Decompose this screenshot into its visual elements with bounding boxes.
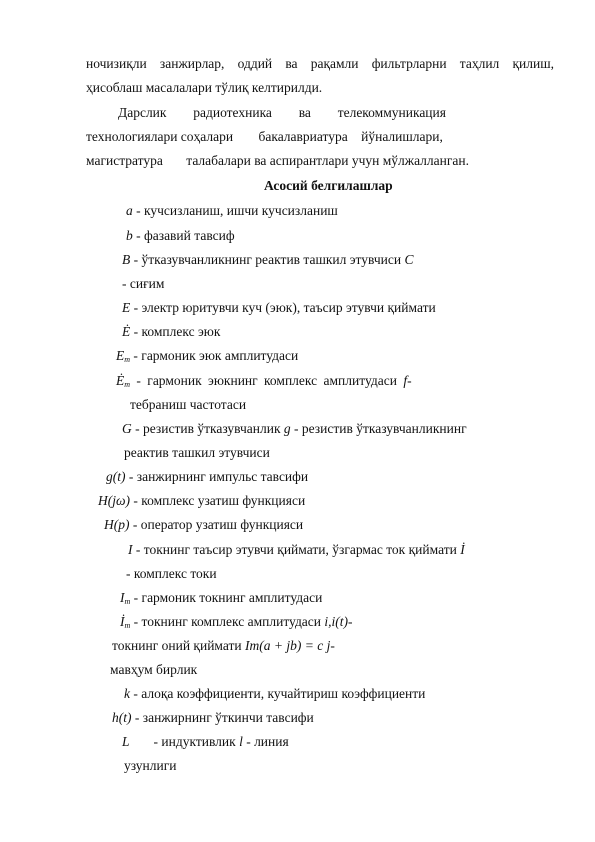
definition: - оператор узатиш функцияси bbox=[129, 517, 304, 532]
notation-b bbox=[126, 228, 235, 244]
definition: - занжирнинг импульс тавсифи bbox=[125, 469, 309, 484]
subscript: m bbox=[124, 380, 131, 389]
symbol: E bbox=[116, 348, 125, 363]
notation-Hp bbox=[104, 517, 303, 533]
definition: - ўтказувчанликнинг реактив ташкил этувчиси bbox=[130, 252, 405, 267]
intro-line-3 bbox=[118, 105, 446, 121]
symbol: g(t) bbox=[106, 469, 126, 484]
symbol: I bbox=[128, 542, 133, 557]
intro-word: қилиш, bbox=[512, 56, 554, 71]
intro-word: телекоммуникация bbox=[337, 105, 446, 120]
notation-Em bbox=[116, 348, 298, 368]
symbol: H(jω) bbox=[98, 493, 131, 508]
notation-Hjw bbox=[98, 493, 305, 509]
notation-l-cont: узунлиги bbox=[124, 758, 177, 773]
intro-word: Дарслик bbox=[118, 105, 167, 120]
symbol: b bbox=[126, 228, 133, 243]
definition: - резистив ўтказувчанликнинг bbox=[290, 421, 467, 436]
intro-word: фильтрларни bbox=[371, 56, 447, 71]
symbol: İ bbox=[120, 614, 125, 629]
notation-ht bbox=[112, 710, 314, 726]
definition: - гармоник токнинг амплитудаси bbox=[130, 590, 323, 605]
symbol: h(t) bbox=[112, 710, 132, 725]
intro-word: занжирлар, bbox=[159, 56, 225, 71]
notation-Emdot bbox=[116, 373, 412, 393]
symbol: g bbox=[283, 421, 291, 436]
intro-word: бакалавриатура bbox=[258, 129, 348, 144]
intro-word: ночизиқли bbox=[86, 56, 147, 71]
notation-Im bbox=[120, 590, 322, 610]
definition: - занжирнинг ўткинчи тавсифи bbox=[131, 710, 314, 725]
notation-a bbox=[126, 203, 338, 219]
dash: - bbox=[407, 373, 412, 388]
notation-Idot: - комплекс токи bbox=[126, 566, 217, 581]
notation-L bbox=[122, 734, 289, 750]
intro-line-5 bbox=[86, 153, 469, 169]
dash: - bbox=[348, 614, 353, 629]
intro-line-1 bbox=[86, 56, 554, 72]
intro-word: ва bbox=[285, 56, 298, 71]
symbol: I bbox=[120, 590, 125, 605]
symbol: Ė bbox=[122, 324, 131, 339]
subscript: m bbox=[124, 597, 131, 606]
symbol: B bbox=[122, 252, 131, 267]
symbol: k bbox=[124, 686, 130, 701]
intro-word: талабалари ва аспирантлари учун мўлжалланган. bbox=[186, 153, 469, 168]
symbol: C bbox=[404, 252, 414, 267]
intro-word: йўналишлари, bbox=[361, 129, 443, 144]
notation-j: мавҳум бирлик bbox=[110, 662, 198, 677]
intro-word: магистратура bbox=[86, 153, 163, 168]
intro-word: технологиялари соҳалари bbox=[86, 129, 234, 144]
definition: - линия bbox=[242, 734, 289, 749]
symbol: a bbox=[126, 203, 133, 218]
definition: - алоқа коэффициенти, кучайтириш коэффициенти bbox=[130, 686, 426, 701]
intro-word: ва bbox=[298, 105, 311, 120]
symbol: L bbox=[122, 734, 130, 749]
symbol: l bbox=[239, 734, 243, 749]
definition: - токнинг комплекс амплитудаси bbox=[130, 614, 325, 629]
definition: - электр юритувчи куч (эюк), таъсир этувчи қиймати bbox=[130, 300, 436, 315]
dash: - bbox=[330, 638, 335, 653]
intro-word: оддий bbox=[237, 56, 273, 71]
notation-gt bbox=[106, 469, 308, 485]
subscript: m bbox=[124, 355, 131, 364]
notation-i-cont bbox=[112, 638, 335, 654]
definition: - комплекс эюк bbox=[130, 324, 221, 339]
symbol: i,i(t) bbox=[324, 614, 349, 629]
definition: - индуктивлик bbox=[153, 734, 240, 749]
definition: - гармоник эюкнинг комплекс амплитудаси bbox=[130, 373, 404, 388]
subscript: m bbox=[124, 621, 131, 630]
notation-g-cont: реактив ташкил этувчиси bbox=[124, 445, 270, 460]
symbol: G bbox=[122, 421, 132, 436]
notation-k bbox=[124, 686, 425, 702]
notation-I bbox=[128, 542, 465, 558]
symbol: H(p) bbox=[104, 517, 130, 532]
notation-Imdot bbox=[120, 614, 353, 634]
definition: токнинг оний қиймати bbox=[112, 638, 246, 653]
symbol: j bbox=[326, 638, 331, 653]
definition: - резистив ўтказувчанлик bbox=[131, 421, 284, 436]
definition: - фазавий тавсиф bbox=[132, 228, 235, 243]
section-heading: Асосий белгилашлар bbox=[264, 178, 393, 193]
intro-word: рақамли bbox=[310, 56, 359, 71]
intro-line-2: ҳисоблаш масалалари тўлиқ келтирилди. bbox=[86, 80, 323, 95]
notation-f: тебраниш частотаси bbox=[130, 397, 247, 412]
definition: - токнинг таъсир этувчи қиймати, ўзгармас ток қиймати bbox=[132, 542, 461, 557]
notation-G bbox=[122, 421, 467, 437]
intro-word: таҳлил bbox=[459, 56, 500, 71]
definition: - гармоник эюк амплитудаси bbox=[130, 348, 299, 363]
intro-line-4 bbox=[86, 129, 443, 145]
symbol: E bbox=[122, 300, 131, 315]
notation-Edot bbox=[122, 324, 220, 340]
symbol: Ė bbox=[116, 373, 125, 388]
intro-word: радиотехника bbox=[193, 105, 272, 120]
symbol: İ bbox=[460, 542, 465, 557]
notation-E bbox=[122, 300, 436, 316]
definition: - комплекс узатиш функцияси bbox=[130, 493, 306, 508]
notation-B bbox=[122, 252, 414, 268]
expression: Im(a + jb) = c bbox=[245, 638, 324, 653]
symbol: f bbox=[403, 373, 408, 388]
notation-C: - сиғим bbox=[122, 276, 165, 291]
definition: - кучсизланиш, ишчи кучсизланиш bbox=[132, 203, 338, 218]
